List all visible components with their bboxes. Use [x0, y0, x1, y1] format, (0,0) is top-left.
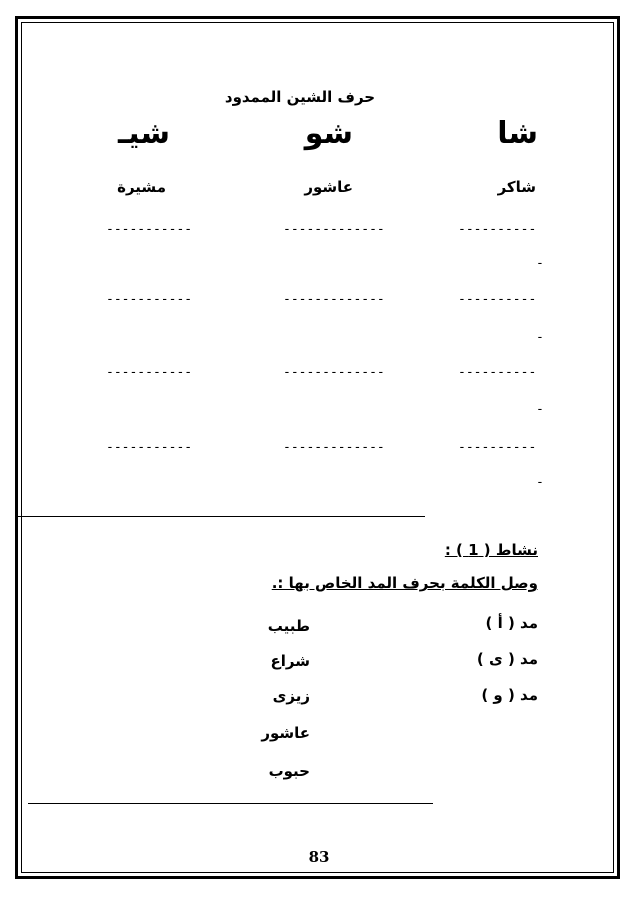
match-word-shiraa: شراع	[270, 652, 310, 670]
word-ashour: عاشور	[304, 178, 353, 196]
practice-line-middle: -------------	[283, 440, 385, 455]
page-title: حرف الشين الممدود	[224, 88, 376, 106]
practice-line-tail: -	[536, 256, 544, 271]
practice-line-middle: -------------	[283, 222, 385, 237]
practice-line-left: -----------	[106, 440, 193, 455]
match-word-hobob: حبوب	[268, 762, 310, 780]
activity-instruction: وصل الكلمة بحرف المد الخاص بها :.	[271, 574, 538, 592]
section-divider	[18, 516, 425, 517]
practice-line-left: -----------	[106, 222, 193, 237]
madd-item-waw: مد ( و )	[481, 686, 538, 704]
practice-line-left: -----------	[106, 292, 193, 307]
practice-line-left: -----------	[106, 365, 193, 380]
madd-item-ya: مد ( ى )	[476, 650, 538, 668]
letter-shu: شو	[304, 116, 353, 151]
practice-line-right: ----------	[458, 222, 537, 237]
match-word-zizi: زيزى	[272, 687, 310, 705]
madd-item-alif: مد ( أ )	[485, 614, 538, 632]
word-moshira: مشيرة	[117, 178, 166, 196]
practice-line-tail: -	[536, 330, 544, 345]
practice-line-tail: -	[536, 475, 544, 490]
practice-line-right: ----------	[458, 365, 537, 380]
match-word-tabib: طبيب	[267, 617, 310, 635]
practice-line-right: ----------	[458, 292, 537, 307]
practice-line-tail: -	[536, 402, 544, 417]
practice-line-middle: -------------	[283, 365, 385, 380]
practice-line-middle: -------------	[283, 292, 385, 307]
practice-line-right: ----------	[458, 440, 537, 455]
page-number: 83	[308, 848, 330, 866]
letter-shi: شيـ	[117, 116, 170, 151]
letter-sha: شا	[497, 116, 538, 151]
footer-divider	[28, 803, 433, 804]
word-shaker: شاكر	[497, 178, 536, 196]
activity-title: نشاط ( 1 ) :	[444, 541, 538, 559]
match-word-ashour: عاشور	[261, 724, 310, 742]
